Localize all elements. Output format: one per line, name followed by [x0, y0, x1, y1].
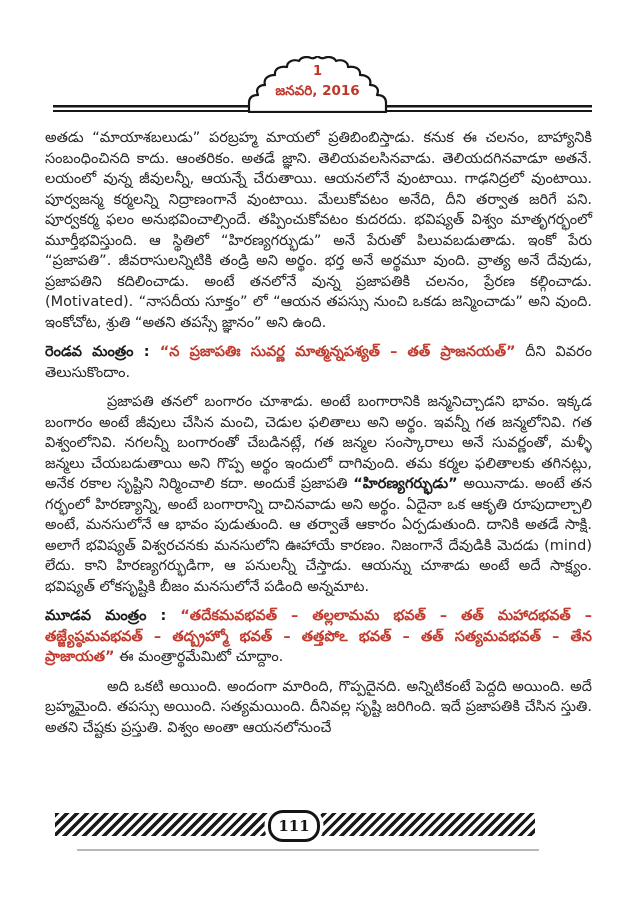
- paragraph-3-bold-term: “హిరణ్యగర్భుడు”: [353, 476, 458, 492]
- paragraph-5-text: అది ఒకటి అయింది. అందంగా మారింది, గొప్పదైనది. అన్నిటికంటే పెద్దది అయింది. అదే బ్రహ్మమైంది. తపస్సు అయింది. సత్యమయింది. దీనివల్ల సృష్టి జరిగింది. ఇదే ప్రజాపతికి చేసిన స్తుతి. అతని చేష్టకు ప్రస్తుతి. విశ్వం అంతా ఆయనలోనుంచే: [45, 678, 592, 736]
- third-mantra-sanskrit: “తదేకమవభవత్ – తల్లలామమ భవత్ – తత్ మహాదభవత్ – తజ్జ్యేష్ఠమవభవత్ – తద్బ్రహ్మో భవత్ – తత్తపోఽ భవత్ – తత్ సత్యమవభవత్ – తేన ప్రాజాయత”: [45, 608, 592, 665]
- paragraph-3: [45, 392, 592, 597]
- third-mantra-tail: ఈ మంత్రార్థమేమిటో చూద్దాం.: [114, 649, 284, 665]
- paragraph-3-lead: ప్రజాపతి తనలో బంగారం చూశాడు. అంటే బంగారానికి జన్మనిచ్చాడని భావం. ఇక్కడ బంగారం అంటే జీవులు చేసిన మంచి, చెడుల ఫలితాలు అని అర్థం. ఇవన్నీ గత జన్మలోనివి. గత విశ్వంలోనివి. నగలన్నీ బంగారంతో చేబడినట్లే, గత జన్మల సంస్కారాలు అనే సువర్ణంతో, మళ్ళీ జన్మలు చేయబడుతాయి అని గొప్ప అర్థం ఇందులో దాగివుంది. తమ కర్మల ఫలితాలకు తగినట్లు, అనేక రకాల సృష్టిని నిర్మించాలి కదా. అందుకే ప్రజాపతి: [45, 394, 592, 492]
- issue-date: జనవరి, 2016: [275, 83, 360, 99]
- third-mantra-label: మూడవ మంత్రం :: [45, 608, 181, 624]
- second-mantra-label: రెండవ మంత్రం :: [45, 344, 160, 360]
- page-number-badge: [268, 810, 320, 842]
- page-number: 111: [278, 817, 310, 835]
- paragraph-3-tail: అయినాడు. అంటే తన గర్భంలో హిరణ్యాన్ని, అంటే బంగారాన్ని దాచినవాడు అని అర్థం. ఏదైనా ఒక ఆకృతి రూపుదాల్చాలి అంటే, మనసులోనే ఆ భావం పుడుతుంది. ఆ తర్వాతే ఆకారం ఏర్పడుతుంది. దానికి అతడే సాక్షి. అలాగే భవిష్యత్ విశ్వరచనకు మనసులోని ఊహాయే కారణం. నిజంగానే దేవుడికి మెదడు (mind) లేదు. కాని హిరణ్యగర్భుడిగా, ఆ పనులన్నీ చేస్తాడు. ఆయన్ను చూశాడు అంటే అదే సాక్ష్యం. భవిష్యత్ లోకసృష్టికి బీజం మనసులోనే పడింది అన్నమాట.: [45, 476, 593, 595]
- footer-faint-line: [77, 849, 539, 851]
- paragraph-2-second-mantra: [45, 342, 592, 383]
- paragraph-5: [45, 677, 592, 739]
- paragraph-1-text: అతడు “మాయాశబలుడు” పరబ్రహ్మ మాయలో ప్రతిబింబిస్తాడు. కనుక ఈ చలనం, బాహ్యానికి సంబంధించినది కాదు. ఆంతరికం. అతడే జ్ఞాని. తెలియవలసినవాడు. తెలియదగినవాడూ అతనే. లయంలో వున్న జీవులన్నీ, ఆయన్నే చేరుతాయి. ఆయనలోనే వుంటాయి. గాఢనిద్రలో వుంటాయి. పూర్వజన్మ కర్మలన్ని నిద్రాణంగానే వుంటాయి. మేలుకోవటం అనేది, దీని తర్వాత జరిగే పని. పూర్వకర్మ ఫలం అనుభవించాల్సిందే. తప్పించుకోవటం కుదరదు. భవిష్యత్ విశ్వం మాతృగర్భంలో మూర్తీభవిస్తుంది. ఆ స్థితిలో “హిరణ్యగర్భుడు” అనే పేరుతో పిలువబడుతాడు. ఇంకో పేరు “ప్రజాపతి”. జీవరాసులన్నిటికి తండ్రి అని అర్థం. భర్త అనే అర్థమూ వుంది. వ్రాత్య అనే దేవుడు, ప్రజాపతిని కదిలించాడు. అంటే తనలోనే వున్న ప్రజాపతికి చలనం, ప్రేరణ కల్గించాడు. (Motivated). “నాసదీయ సూక్తం” లో “ఆయన తపస్సు నుంచి ఒకడు జన్మించాడు” అని వుంది. ఇంకోచోట, శ్రుతి “అతని తపస్సే జ్ఞానం” అని ఉంది.: [45, 130, 592, 331]
- issue-number: 1: [312, 64, 323, 79]
- second-mantra-tail: దీని వివరం తెలుసుకొందాం.: [45, 344, 592, 381]
- paragraph-4-third-mantra: [45, 606, 592, 668]
- second-mantra-sanskrit: “న ప్రజాపతిః సువర్ణ మాత్మన్నపశ్యత్ – తత్ ప్రాజనయత్”: [159, 344, 516, 360]
- paragraph-1: [45, 128, 592, 333]
- page-body: [45, 128, 592, 738]
